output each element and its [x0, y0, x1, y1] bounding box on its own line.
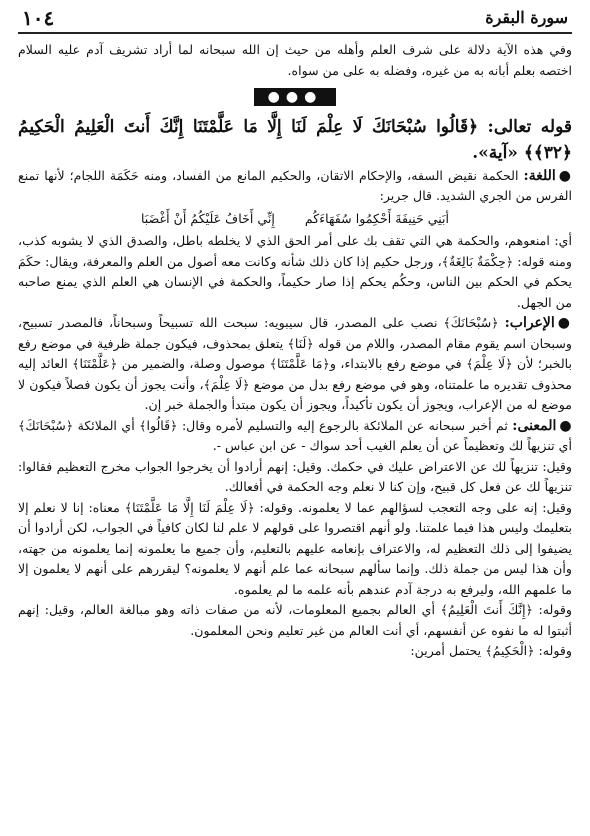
- lugha-text: الحكمة نقيض السفه، والإحكام الاتقان، والحكيم المانع من الفساد، ومنه حَكَمَة اللجام؛ لأنها تمنع الفرس من الجري الشديد. قال جرير:: [18, 167, 572, 203]
- mana-text: ثم أخبر سبحانه عن الملائكة بالرجوع إليه والتسليم لأمره وقال: ﴿قَالُوا﴾ أي الملائكة ﴿سُبْحَانَكَ﴾ أي تنزيهاً لك وتعظيماً عن أن يعلم الغيب أحد سواك - عن ابن عباس -.: [18, 417, 572, 453]
- mana-paragraph-5: وقوله: ﴿الْحَكِيمُ﴾ يحتمل أمرين:: [410, 643, 572, 658]
- surah-title: سورة البقرة: [485, 8, 568, 27]
- mana-paragraph-3: وقيل: إنه على وجه التعجب لسؤالهم عما لا يعلمونه. وقوله: ﴿لَا عِلْمَ لَنَا إِلَّا مَا عَلَّمْتَنَا﴾ معناه: إنا لا نعلم إلا بتعليمك وليس هذا فيما علمتنا. ولو أنهم اقتصروا على قولهم لا علم لنا لكان كافياً في الجواب، لكن أرادوا أن يضيفوا إلى ذلك التعظيم له، والاعتراف بإنعامه عليهم بالتعليم، وأن جميع ما يعلمونه إنما يعلمونه من جهته، وأن هذا ليس من جملة ذلك. وإنما سألهم سبحانه عما علم أنهم لا يعلمونه؟ ليقررهم على أنهم لا يعلمون إلا ما علمهم الله، وليرفع به درجة آدم عندهم بأنه علمه ما لم يعلموه.: [18, 499, 572, 597]
- page-number: ١٠٤: [22, 6, 55, 30]
- section-separator: [18, 87, 572, 108]
- irab-text: ﴿سُبْحَانَكَ﴾ نصب على المصدر، قال سيبويه: سبحت الله تسبيحاً وسبحاناً، فالمصدر تسبيح، وسبحان اسم يقوم مقام المصدر، واللام من قوله ﴿لَنَا﴾ يتعلق بمحذوف، فيكون جملة ظرفية في موضع رفع بالخبر؛ لأن ﴿لَا عِلْمَ﴾ في موضع رفع بالابتداء، و﴿مَا عَلَّمْتَنَا﴾ موصول وصلة، والضمير من ﴿عَلَّمْتَنَا﴾ العائد إليه محذوف تقديره ما علمتناه، وهو في موضع رفع بدل من موضع ﴿لَا عِلْمَ﴾، وأنت يجوز أن يكون فصلاً فيكون لا موضع له من الإعراب، ويجوز أن يكون تأكيداً، ويجوز أن يكون مبتدأ والجملة خبر إن.: [18, 315, 572, 412]
- poem-hemistich-2: إِنِّي أَخَافُ عَلَيْكُمُ أَنْ أَغْضَبَا: [140, 210, 275, 226]
- mana-section: [18, 416, 572, 457]
- verse-heading: قوله تعالى: ﴿قَالُوا سُبْحَانَكَ لَا عِلْمَ لَنَا إِلَّا مَا عَلَّمْتَنَا إِنَّكَ أَنتَ الْعَلِيمُ الْحَكِيمُ ﴿٣٢﴾﴾ «آية».: [18, 116, 572, 163]
- bullet-icon: ●: [558, 167, 572, 184]
- lugha-section: [18, 166, 572, 207]
- irab-section: [18, 313, 572, 416]
- mana-paragraph-2: وقيل: تنزيهاً لك عن الاعتراض عليك في حكمك. وقيل: إنهم أرادوا أن يخرجوا الجواب مخرج التعظيم فقالوا: تنزيهاً لك عن فعل كل قبيح، وإن كنا لا نعلم وجه الحكمة في أفعالك.: [18, 458, 572, 494]
- lugha-label: اللغة:: [523, 167, 556, 184]
- irab-label: الإعراب:: [504, 315, 555, 331]
- page-header: [18, 6, 572, 34]
- intro-paragraph: وفي هذه الآية دلالة على شرف العلم وأهله من حيث إن الله سبحانه لما أراد تشريف آدم عليه السلام اختصه بعلم أبانه به من غيره، وفضله به على من سواه.: [18, 42, 572, 78]
- mana-label: المعنى:: [512, 417, 557, 434]
- poem-hemistich-1: أبَنِي حَنِيفَةَ أَحْكِمُوا سُفَهَاءَكُم: [304, 210, 450, 226]
- bullet-icon: ●: [559, 417, 572, 434]
- separator-dots: ●●●: [254, 88, 337, 106]
- page-body: [18, 40, 572, 662]
- lugha-continuation: أي: امنعوهم، والحكمة هي التي تقف بك على أمر الحق الذي لا يخلطه باطل، والصدق الذي لا يشوبه كذب، ومنه قوله: ﴿حِكْمَةٌ بَالِغَةٌ﴾، ورجل حكيم إذا كان ذلك شأنه وكانت معه أصول من العلم والمعرفة، ويقال: حكَمَ يحكم في الحكم بين الناس، وحكُم يحكم إذا صار حكيماً، والحكمة في الإنسان هي العلم الذي يمنع صاحبه من الجهل.: [18, 233, 572, 310]
- mana-paragraph-4: وقوله: ﴿إِنَّكَ أَنتَ الْعَلِيمُ﴾ أي العالم بجميع المعلومات، لأنه من صفات ذاته وهو مبالغة العالم، وقيل: إنهم أثبتوا له ما نفوه عن أنفسهم، أي أنت العالم من غير تعليم ونحن المعلمون.: [18, 602, 572, 638]
- bullet-icon: ●: [557, 315, 572, 331]
- poem-verse: [18, 209, 572, 230]
